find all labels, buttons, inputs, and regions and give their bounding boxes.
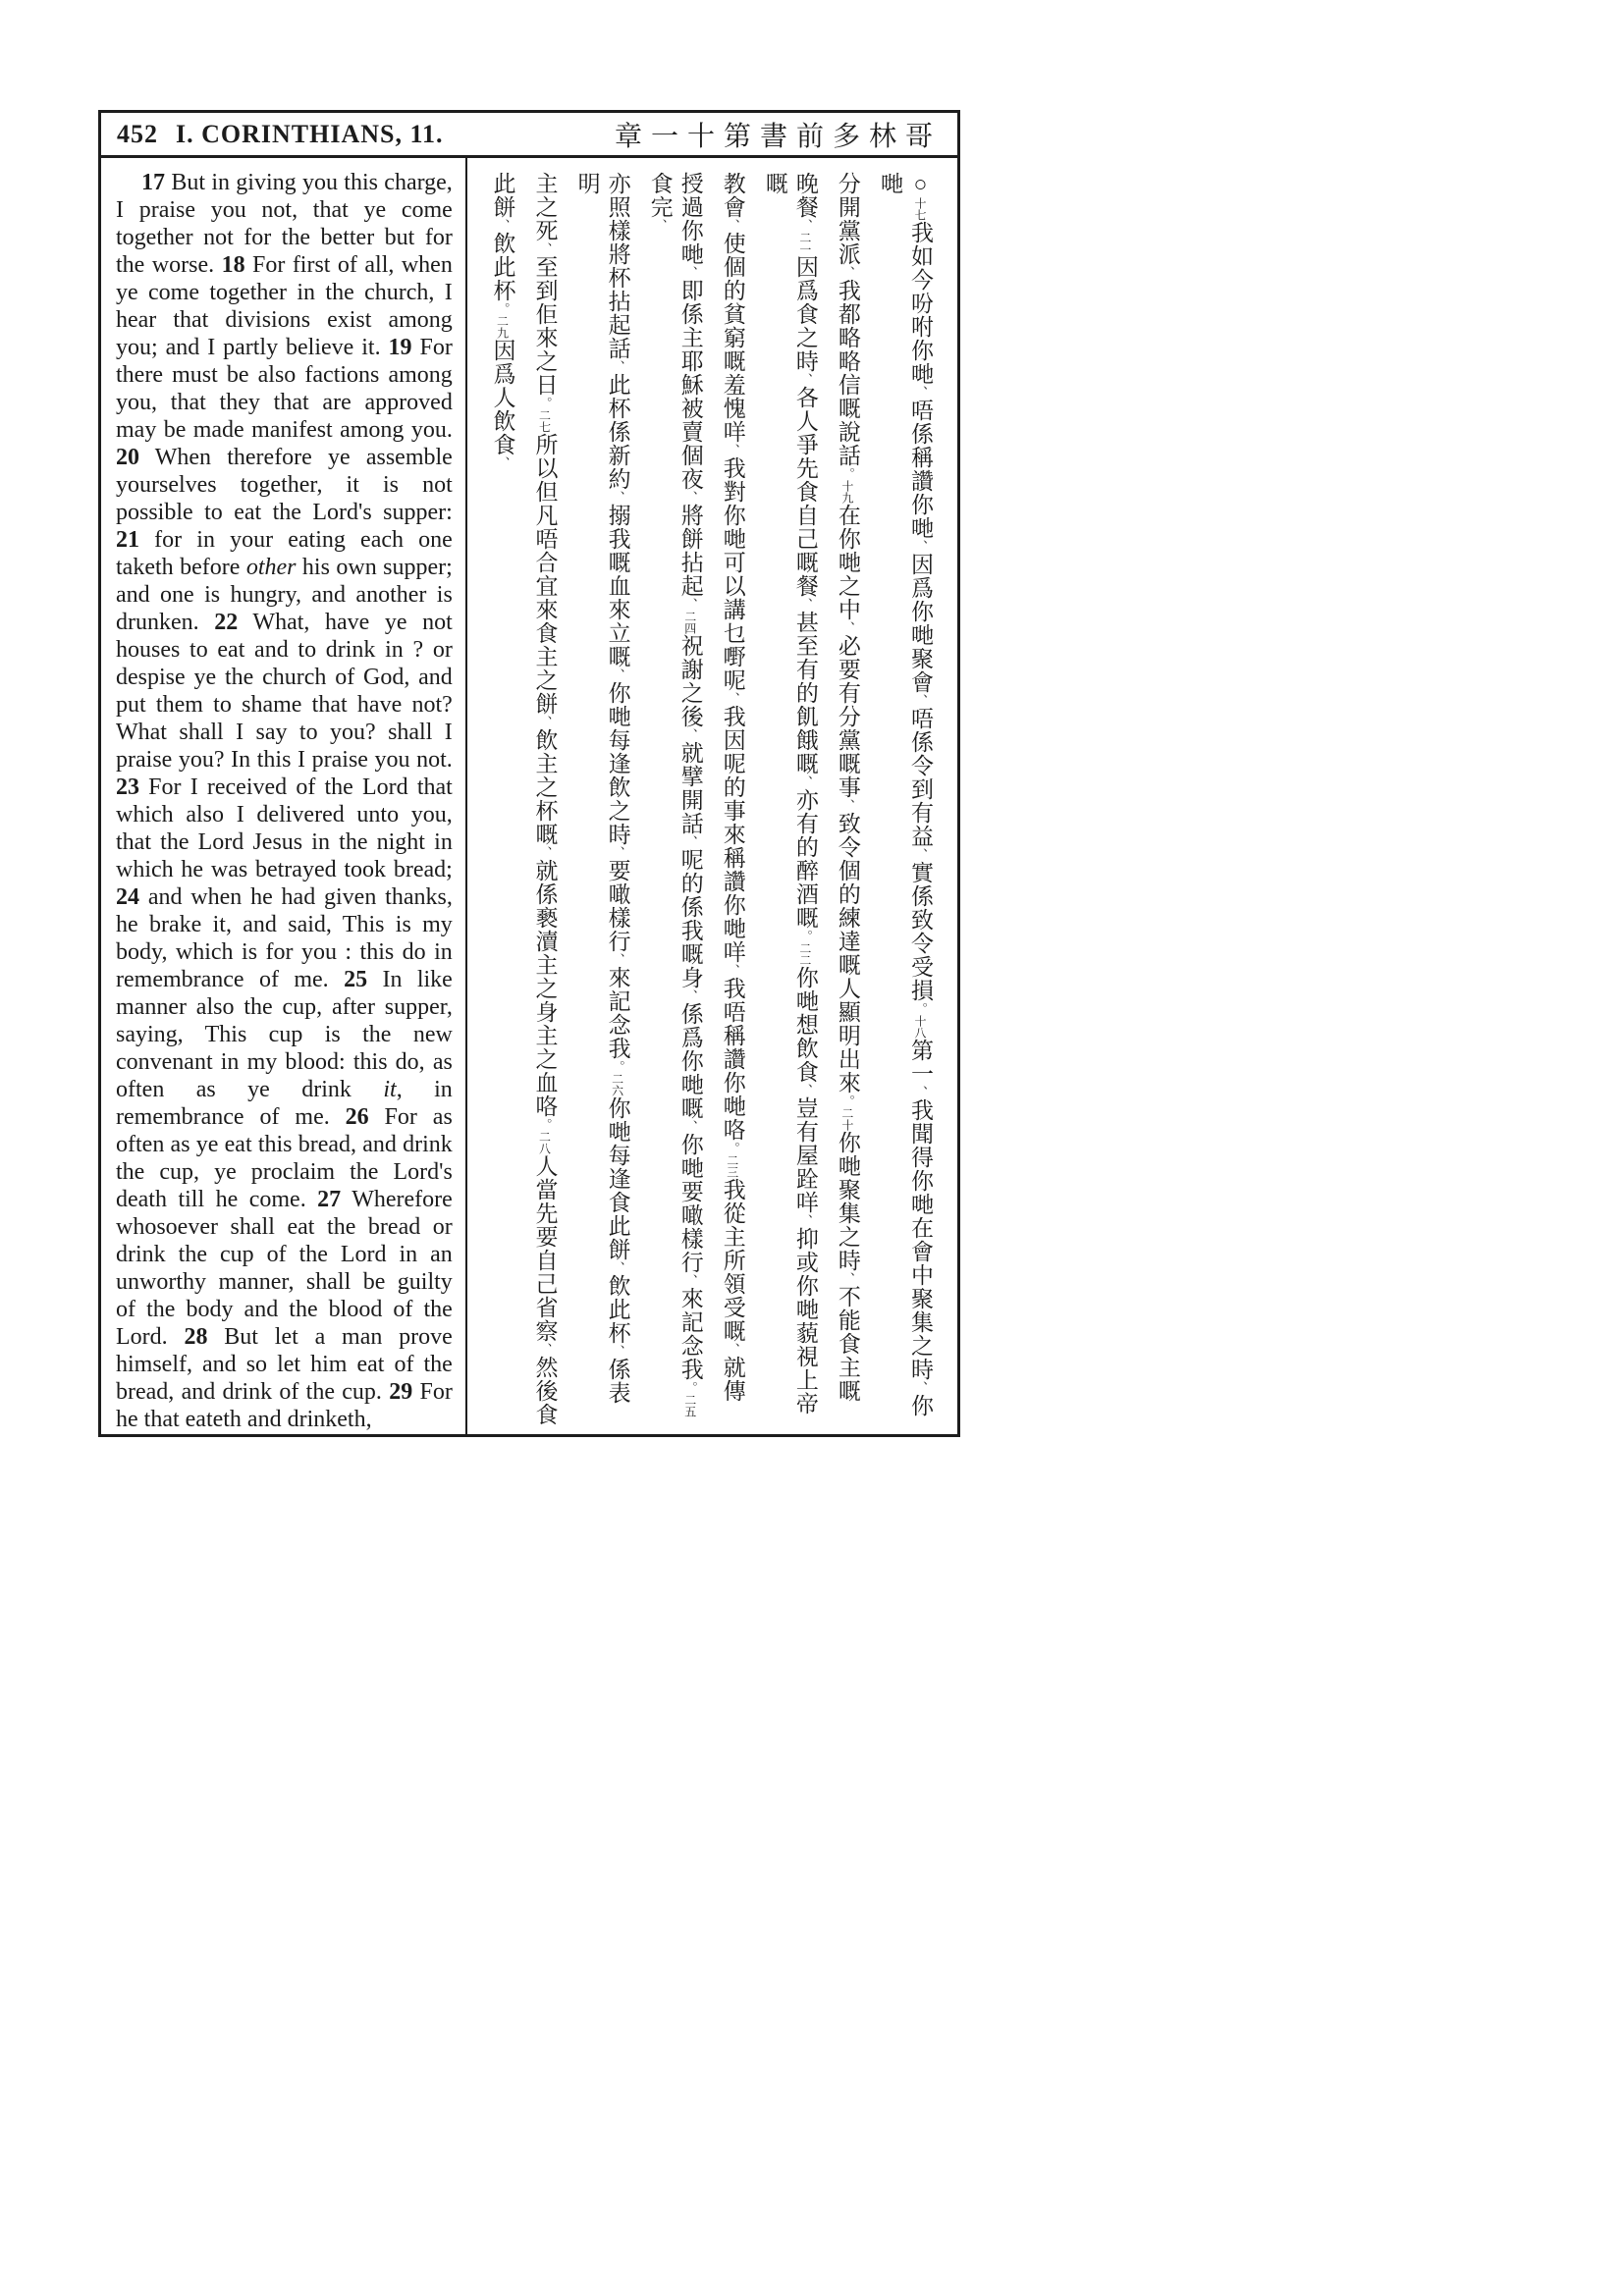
verse-number: 20 (116, 445, 139, 470)
punctuation-mark: 。 (839, 467, 855, 480)
chinese-column: 授過你哋、即係主耶穌被賣個夜、將餅拈起、二四祝謝之後、就擘開話、呢的係我嘅身、係爲你哋嘅、你哋要噉樣行、來記念我。二五食完、 (647, 172, 703, 1417)
punctuation-mark: 。 (725, 1142, 740, 1154)
punctuation-mark: 。 (839, 1095, 855, 1107)
verse-number: 21 (116, 527, 139, 553)
punctuation-mark: 、 (839, 266, 855, 279)
punctuation-mark: 、 (913, 540, 928, 553)
verse-number-small: 二四 (682, 611, 697, 634)
text-run: For as often as ye eat this bread, and drink the cup, ye proclaim the Lord's death till he come. (116, 1104, 453, 1212)
punctuation-mark: 、 (682, 989, 698, 1002)
punctuation-mark: 、 (610, 846, 625, 859)
punctuation-mark: 、 (839, 621, 855, 634)
punctuation-mark: 、 (682, 491, 698, 504)
punctuation-mark: 。 (537, 1118, 553, 1131)
punctuation-mark: 、 (610, 1345, 625, 1358)
text-run: and when he had given thanks, he brake it, and said, This is my body, which is for you : this do in remembrance of me. (116, 884, 453, 992)
verse-number: 23 (116, 774, 139, 800)
verse-number-small: 二十 (839, 1107, 854, 1131)
punctuation-mark: 、 (537, 716, 553, 728)
punctuation-mark: 、 (682, 266, 698, 279)
verse-number: 22 (214, 610, 239, 635)
verse-number: 28 (184, 1324, 208, 1350)
english-text (101, 158, 465, 1434)
punctuation-mark: 、 (913, 386, 928, 399)
punctuation-mark: 、 (725, 1343, 740, 1356)
punctuation-mark: 、 (682, 1274, 698, 1287)
chinese-column: 晚餐、二一因爲食之時、各人爭先食自己嘅餐、甚至有的飢餓嘅、亦有的醉酒嘅。二二你哋想飲食、豈有屋跧咩、抑或你哋藐視上帝嘅 (762, 172, 818, 1415)
chinese-column: 主之死、至到佢來之日。二七所以但凡唔合宜來食主之餅、飲主之杯嘅、就係褻瀆主之身主之血咯。二八人當先要自己省察、然後食 (532, 172, 558, 1426)
punctuation-mark: 、 (725, 219, 740, 232)
chinese-text-area (467, 158, 957, 1434)
punctuation-mark: 、 (797, 373, 813, 386)
text-run: But in giving you this charge, I praise you not, that ye come together not for the better but for the worse. (116, 170, 453, 278)
punctuation-mark: 。 (682, 1381, 698, 1394)
verse-number: 17 (141, 170, 165, 195)
punctuation-mark: 、 (913, 848, 928, 861)
punctuation-mark: 。 (495, 302, 511, 315)
chinese-column: 此餅、飲此杯。二九因爲人飲食、 (490, 172, 515, 469)
punctuation-mark: 、 (839, 799, 855, 812)
punctuation-mark: 、 (913, 1086, 928, 1098)
header-left (117, 120, 444, 149)
verse-number: 27 (317, 1187, 342, 1212)
verse-number-small: 二八 (537, 1131, 552, 1154)
verse-number-small: 二三 (725, 1154, 739, 1178)
punctuation-mark: 、 (610, 360, 625, 373)
punctuation-mark: 、 (725, 964, 740, 977)
verse-number-small: 二二 (797, 942, 812, 966)
verse-number-small: 十八 (913, 1015, 927, 1039)
page-frame (98, 110, 960, 1437)
page-number: 452 (117, 119, 158, 148)
page-content (101, 158, 957, 1434)
chinese-column: 分開黨派、我都略略信嘅說話。十九在你哋之中、必要有分黨嘅事、致令個的練達嘅人顯明出來。二十你哋聚集之時、不能食主嘅 (835, 172, 860, 1403)
text-run: For there must be also factions among you, that they that are approved may be made manifest among you. (116, 335, 453, 443)
verse-number: 25 (344, 967, 368, 992)
verse-number-small: 十九 (839, 480, 854, 504)
punctuation-mark: 、 (913, 694, 928, 707)
verse-number-small: 二九 (495, 315, 510, 339)
text-run: other (245, 555, 297, 580)
punctuation-mark: 、 (682, 1120, 698, 1133)
verse-number: 24 (116, 884, 139, 910)
verse-number: 26 (345, 1104, 369, 1130)
verse-number: 19 (388, 335, 412, 360)
verse-number: 18 (221, 252, 245, 278)
text-run: For first of all, when ye come together in the church, I hear that divisions exist among you; and I partly believe it. (116, 252, 453, 360)
punctuation-mark: 。 (610, 1060, 625, 1073)
page-header (101, 113, 957, 158)
punctuation-mark: 、 (797, 598, 813, 611)
verse-number-small: 二一 (797, 232, 812, 255)
verse-number-small: 二五 (682, 1394, 697, 1417)
header-title-english: I. CORINTHIANS, 11. (176, 119, 444, 148)
chinese-column: ○十七我如今吩咐你哋、唔係稱讚你哋、因爲你哋聚會、唔係令到有益、實係致令受損。十八第一、我聞得你哋在會中聚集之時、你哋 (877, 172, 933, 1417)
chinese-column: 教會、使個的貧窮嘅羞愧咩、我對你哋可以講乜嘢呢、我因呢的事來稱讚你哋咩、我唔稱讚你哋咯。二三我從主所領受嘅、就傳 (720, 172, 745, 1403)
text-run: In like manner also the cup, after supper, saying, This cup is the new convenant in my blood: this do, as often as ye drink (116, 967, 453, 1102)
text-run: For he that eateth and drinketh, (116, 1379, 453, 1432)
punctuation-mark: 。 (913, 1002, 928, 1015)
header-title-chinese: 章一十第書前多林哥 (614, 121, 942, 152)
punctuation-mark: 、 (797, 775, 813, 788)
punctuation-mark: 、 (610, 491, 625, 504)
punctuation-mark: 、 (495, 219, 511, 232)
punctuation-mark: 、 (537, 242, 553, 255)
punctuation-mark: 、 (682, 728, 698, 741)
punctuation-mark: 、 (682, 598, 698, 611)
punctuation-mark: 、 (797, 219, 813, 232)
punctuation-mark: 、 (839, 1272, 855, 1285)
text-run: For I received of the Lord that which also I delivered unto you, that the Lord Jesus in the night in which he was betrayed took bread; (116, 774, 453, 882)
punctuation-mark: 、 (797, 1084, 813, 1096)
verse-number: 29 (389, 1379, 413, 1405)
punctuation-mark: 。 (797, 930, 813, 942)
text-run: , in remembrance of me. (116, 1077, 453, 1130)
punctuation-mark: 、 (495, 456, 511, 469)
punctuation-mark: 、 (797, 1214, 813, 1227)
punctuation-mark: 、 (537, 846, 553, 859)
text-run: for in your eating each one taketh before (116, 527, 453, 580)
punctuation-mark: 、 (913, 1381, 928, 1394)
punctuation-mark: 。 (537, 397, 553, 409)
punctuation-mark: 、 (725, 444, 740, 456)
text-run: What, have ye not houses to eat and to drink in ? or despise ye the church of God, and put them to shame that have not? What shall I say to you? shall I praise you? In this I praise you not. (116, 610, 453, 773)
chinese-column: 亦照樣將杯拈起話、此杯係新約、搦我嘅血來立嘅、你哋每逢飲之時、要噉樣行、來記念我。二六你哋每逢食此餅、飲此杯、係表明 (574, 172, 630, 1405)
verse-number-small: 二七 (537, 409, 552, 433)
punctuation-mark: 、 (652, 219, 668, 232)
text-run: When therefore ye assemble yourselves together, it is not possible to eat the Lord's supper: (116, 445, 453, 525)
punctuation-mark: 、 (610, 1261, 625, 1274)
text-run: But let a man prove himself, and so let him eat of the bread, and drink of the cup. (116, 1324, 453, 1405)
text-run: Wherefore whosoever shall eat the bread or drink the cup of the Lord in an unworthy manner, shall be guilty of the body and the blood of the Lord. (116, 1187, 453, 1350)
punctuation-mark: 、 (610, 668, 625, 681)
verse-number-small: 二六 (610, 1073, 624, 1096)
punctuation-mark: 、 (537, 1343, 553, 1356)
text-run: his own supper; and one is hungry, and another is drunken. (116, 555, 453, 635)
punctuation-mark: 、 (725, 692, 740, 705)
punctuation-mark: 、 (610, 953, 625, 966)
punctuation-mark: 、 (682, 835, 698, 848)
text-run: it (383, 1077, 397, 1102)
verse-number-small: 十七 (913, 197, 927, 221)
